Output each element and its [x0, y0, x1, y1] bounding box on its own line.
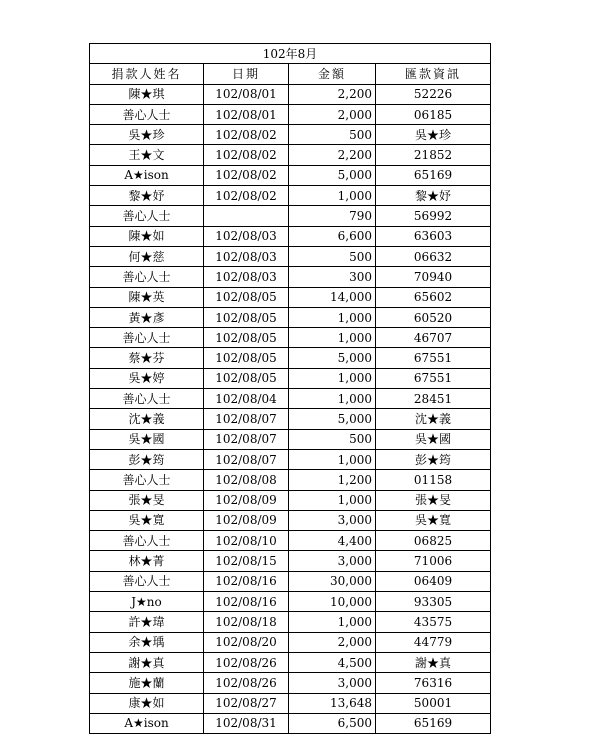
remittance-info-cell: 67551	[376, 348, 491, 368]
table-row	[90, 673, 491, 693]
amount-cell: 2,000	[289, 104, 376, 124]
amount-cell: 30,000	[289, 571, 376, 591]
donation-sheet	[89, 43, 490, 734]
donor-name-cell: 沈★義	[90, 409, 204, 429]
donor-name-cell: 蔡★芬	[90, 348, 204, 368]
remittance-info-cell: 65169	[376, 713, 491, 733]
remittance-info-cell: 沈★義	[376, 409, 491, 429]
amount-cell: 2,200	[289, 145, 376, 165]
date-cell: 102/08/01	[204, 84, 289, 104]
amount-cell: 300	[289, 267, 376, 287]
amount-cell: 500	[289, 429, 376, 449]
table-row	[90, 632, 491, 652]
remittance-info-cell: 吳★寬	[376, 510, 491, 530]
date-cell: 102/08/09	[204, 510, 289, 530]
donor-name-cell: 張★旻	[90, 490, 204, 510]
donor-name-cell: 善心人士	[90, 389, 204, 409]
title-row	[90, 44, 491, 64]
remittance-info-cell: 65169	[376, 165, 491, 185]
donor-name-cell: J★no	[90, 592, 204, 612]
table-row	[90, 267, 491, 287]
date-cell: 102/08/05	[204, 307, 289, 327]
table-row	[90, 592, 491, 612]
table-row	[90, 389, 491, 409]
donor-name-cell: 余★瑀	[90, 632, 204, 652]
date-cell: 102/08/05	[204, 368, 289, 388]
amount-cell: 1,000	[289, 328, 376, 348]
date-cell: 102/08/03	[204, 267, 289, 287]
amount-cell: 1,000	[289, 612, 376, 632]
amount-cell: 1,000	[289, 490, 376, 510]
remittance-info-cell: 60520	[376, 307, 491, 327]
table-row	[90, 145, 491, 165]
amount-cell: 5,000	[289, 348, 376, 368]
amount-cell: 1,200	[289, 470, 376, 490]
table-row	[90, 186, 491, 206]
amount-cell: 2,200	[289, 84, 376, 104]
table-row	[90, 287, 491, 307]
donor-name-cell: 陳★琪	[90, 84, 204, 104]
remittance-info-cell: 張★旻	[376, 490, 491, 510]
table-row	[90, 246, 491, 266]
table-row	[90, 612, 491, 632]
amount-cell: 1,000	[289, 389, 376, 409]
remittance-info-cell: 21852	[376, 145, 491, 165]
donor-name-cell: 康★如	[90, 693, 204, 713]
table-row	[90, 531, 491, 551]
date-cell: 102/08/31	[204, 713, 289, 733]
remittance-info-cell: 43575	[376, 612, 491, 632]
date-cell: 102/08/15	[204, 551, 289, 571]
amount-cell: 500	[289, 125, 376, 145]
date-cell: 102/08/03	[204, 226, 289, 246]
remittance-info-cell: 46707	[376, 328, 491, 348]
remittance-info-cell: 06409	[376, 571, 491, 591]
remittance-info-cell: 44779	[376, 632, 491, 652]
remittance-info-cell: 06185	[376, 104, 491, 124]
remittance-info-cell: 50001	[376, 693, 491, 713]
header-amount: 金額	[289, 64, 376, 84]
date-cell: 102/08/03	[204, 246, 289, 266]
remittance-info-cell: 71006	[376, 551, 491, 571]
date-cell: 102/08/07	[204, 409, 289, 429]
table-row	[90, 652, 491, 672]
donor-name-cell: 彭★筠	[90, 449, 204, 469]
donor-name-cell: 吳★國	[90, 429, 204, 449]
date-cell: 102/08/01	[204, 104, 289, 124]
table-row	[90, 328, 491, 348]
date-cell: 102/08/08	[204, 470, 289, 490]
donor-name-cell: 善心人士	[90, 267, 204, 287]
header-remittance-info: 匯款資訊	[376, 64, 491, 84]
donor-name-cell: 善心人士	[90, 531, 204, 551]
amount-cell: 6,500	[289, 713, 376, 733]
donor-name-cell: 許★瑋	[90, 612, 204, 632]
amount-cell: 1,000	[289, 449, 376, 469]
donor-name-cell: 善心人士	[90, 206, 204, 226]
date-cell: 102/08/20	[204, 632, 289, 652]
date-cell: 102/08/07	[204, 449, 289, 469]
amount-cell: 2,000	[289, 632, 376, 652]
table-body	[90, 84, 491, 734]
remittance-info-cell: 93305	[376, 592, 491, 612]
date-cell: 102/08/05	[204, 348, 289, 368]
table-row	[90, 551, 491, 571]
amount-cell: 1,000	[289, 368, 376, 388]
amount-cell: 500	[289, 246, 376, 266]
date-cell: 102/08/04	[204, 389, 289, 409]
donor-name-cell: 善心人士	[90, 328, 204, 348]
header-row	[90, 64, 491, 84]
date-cell: 102/08/02	[204, 125, 289, 145]
donor-name-cell: 善心人士	[90, 470, 204, 490]
amount-cell: 3,000	[289, 673, 376, 693]
remittance-info-cell: 63603	[376, 226, 491, 246]
date-cell: 102/08/02	[204, 165, 289, 185]
table-row	[90, 571, 491, 591]
donor-name-cell: 何★慈	[90, 246, 204, 266]
table-row	[90, 307, 491, 327]
amount-cell: 10,000	[289, 592, 376, 612]
donation-table	[89, 43, 491, 734]
table-row	[90, 490, 491, 510]
date-cell: 102/08/27	[204, 693, 289, 713]
table-row	[90, 429, 491, 449]
table-row	[90, 409, 491, 429]
donor-name-cell: 王★文	[90, 145, 204, 165]
remittance-info-cell: 06825	[376, 531, 491, 551]
date-cell: 102/08/02	[204, 186, 289, 206]
remittance-info-cell: 謝★真	[376, 652, 491, 672]
table-row	[90, 84, 491, 104]
donor-name-cell: 施★蘭	[90, 673, 204, 693]
donor-name-cell: 陳★英	[90, 287, 204, 307]
table-title: 102年8月	[90, 44, 491, 64]
remittance-info-cell: 67551	[376, 368, 491, 388]
donor-name-cell: 黎★妤	[90, 186, 204, 206]
date-cell: 102/08/16	[204, 592, 289, 612]
donor-name-cell: 吳★婷	[90, 368, 204, 388]
date-cell: 102/08/05	[204, 287, 289, 307]
date-cell: 102/08/26	[204, 673, 289, 693]
amount-cell: 13,648	[289, 693, 376, 713]
header-donor-name: 捐款人姓名	[90, 64, 204, 84]
table-row	[90, 693, 491, 713]
table-row	[90, 348, 491, 368]
remittance-info-cell: 65602	[376, 287, 491, 307]
table-row	[90, 713, 491, 733]
donor-name-cell: 善心人士	[90, 104, 204, 124]
donor-name-cell: 吳★寬	[90, 510, 204, 530]
remittance-info-cell: 吳★珍	[376, 125, 491, 145]
amount-cell: 1,000	[289, 307, 376, 327]
donor-name-cell: 吳★珍	[90, 125, 204, 145]
amount-cell: 4,400	[289, 531, 376, 551]
remittance-info-cell: 01158	[376, 470, 491, 490]
remittance-info-cell: 06632	[376, 246, 491, 266]
remittance-info-cell: 70940	[376, 267, 491, 287]
amount-cell: 6,600	[289, 226, 376, 246]
header-date: 日期	[204, 64, 289, 84]
date-cell: 102/08/05	[204, 328, 289, 348]
amount-cell: 14,000	[289, 287, 376, 307]
donor-name-cell: 謝★真	[90, 652, 204, 672]
remittance-info-cell: 76316	[376, 673, 491, 693]
remittance-info-cell: 彭★筠	[376, 449, 491, 469]
date-cell: 102/08/26	[204, 652, 289, 672]
amount-cell: 4,500	[289, 652, 376, 672]
donor-name-cell: A★ison	[90, 713, 204, 733]
remittance-info-cell: 黎★妤	[376, 186, 491, 206]
table-row	[90, 226, 491, 246]
date-cell: 102/08/10	[204, 531, 289, 551]
amount-cell: 3,000	[289, 551, 376, 571]
date-cell	[204, 206, 289, 226]
amount-cell: 1,000	[289, 186, 376, 206]
donor-name-cell: 陳★如	[90, 226, 204, 246]
amount-cell: 3,000	[289, 510, 376, 530]
donor-name-cell: A★ison	[90, 165, 204, 185]
date-cell: 102/08/09	[204, 490, 289, 510]
remittance-info-cell: 52226	[376, 84, 491, 104]
date-cell: 102/08/07	[204, 429, 289, 449]
date-cell: 102/08/02	[204, 145, 289, 165]
table-row	[90, 449, 491, 469]
donor-name-cell: 黃★彥	[90, 307, 204, 327]
table-row	[90, 104, 491, 124]
table-row	[90, 165, 491, 185]
remittance-info-cell: 56992	[376, 206, 491, 226]
date-cell: 102/08/16	[204, 571, 289, 591]
table-row	[90, 510, 491, 530]
remittance-info-cell: 吳★國	[376, 429, 491, 449]
remittance-info-cell: 28451	[376, 389, 491, 409]
amount-cell: 790	[289, 206, 376, 226]
date-cell: 102/08/18	[204, 612, 289, 632]
table-row	[90, 125, 491, 145]
table-row	[90, 206, 491, 226]
donor-name-cell: 善心人士	[90, 571, 204, 591]
amount-cell: 5,000	[289, 165, 376, 185]
table-row	[90, 368, 491, 388]
amount-cell: 5,000	[289, 409, 376, 429]
table-row	[90, 470, 491, 490]
donor-name-cell: 林★菁	[90, 551, 204, 571]
